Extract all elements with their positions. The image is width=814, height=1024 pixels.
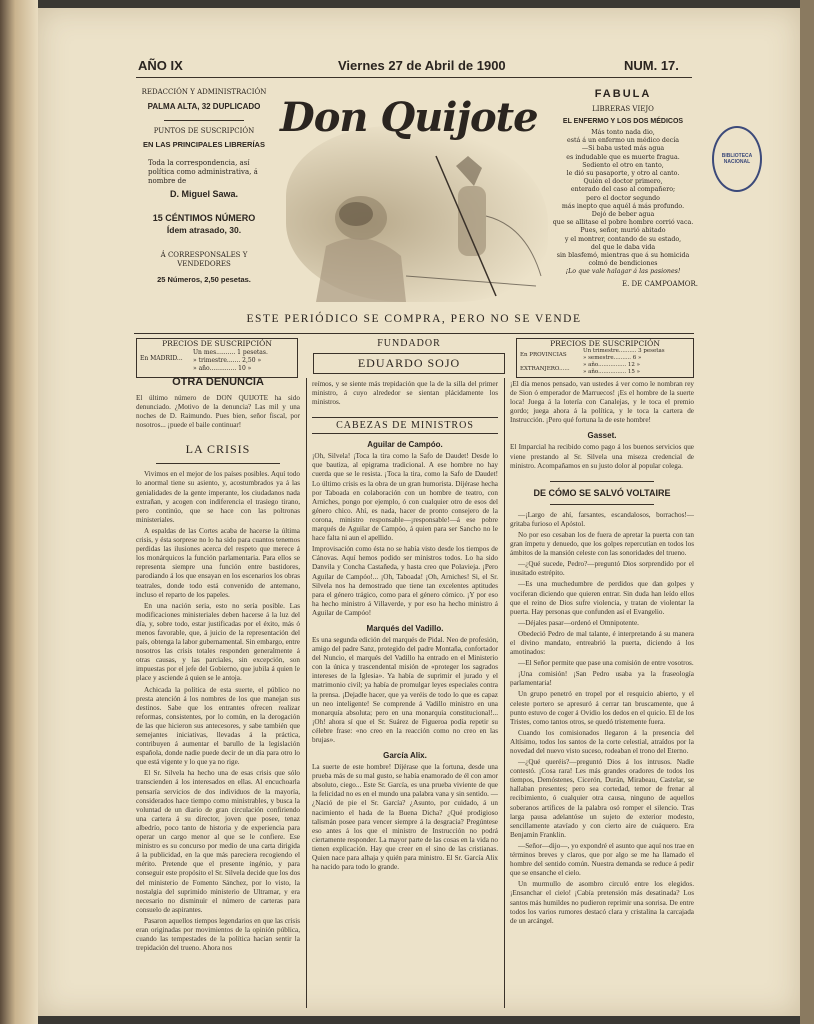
verse-line: colmó de bendiciones bbox=[588, 260, 658, 268]
col3-top-text: ¡El día menos pensado, van ustedes á ver como le nombran rey de Sion ó emperador de Marruecos! ¡Es el hombre de la suerte loca! Juega á la lotería con Canalejas, y le toca el premio gordo; juega ahora á la política, y le toca la cartera de Instrucción. ¡Pero qué fortuna la de este hombre! bbox=[510, 380, 694, 425]
voltaire-paragraph: Cuando los comisionados llegaron á la presencia del Altísimo, todos los santos de la corte celestial, atraídos por la novedad del nuevo visto suceso, rodeaban el trono del Eterno. bbox=[510, 728, 694, 755]
voltaire-rule-2 bbox=[550, 504, 654, 505]
subs-right-row: Un trimestre.......... 3 pesetas bbox=[583, 348, 665, 354]
subs-right-row: » semestre.......... 6 » bbox=[583, 355, 642, 361]
vadillo-heading: Marqués del Vadillo. bbox=[366, 623, 444, 633]
crisis-paragraph: A espaldas de las Cortes acaba de hacerse la última crisis, y ésta sorprese no lo ha sido para cuantos tenemos perdidas las ilusiones acerca del respeto que merece á los monárquicos la función parlamentaria. Para ellos se representa siempre una función entre bastidores, parodiando á los que ensayan en los escenarios los obras teatrales, donde todo está convenido de antemano, incluso el reparto de los papeles. bbox=[136, 526, 300, 599]
crisis-rule bbox=[156, 463, 280, 464]
admin-rule-1 bbox=[164, 120, 244, 121]
quixote-illustration bbox=[286, 126, 548, 302]
garcia-alix-text: La suerte de este hombre! Díjérase que la fortuna, desde una prueba más de su mal gusto, se había enamorado de él con amor absoluto, ciego... Este Sr. García, es una prueba viviente de que la felicidad no es en el mundo una palabra vana y sin sentido. —¿Nació de pie el Sr. García? ¿Asunto, por cuidado, á un nacimiento el hada de la Buena Dicha? ¿Qué prodigioso talismán posee para vencer siempre á la desgracia? Pregúntese eso antes á los que el ministro de Instrucción no podrá ciertamente responder. La mayor parte de las cosas en la vida no tienen explicación. Hay que creer en el sino de las cristianas. Quien nace para alhaja y quién para ministro. El Sr. García Alix ha nacido para todo lo grande. bbox=[312, 763, 498, 872]
back-issue-price: Ídem atrasado, 30. bbox=[166, 225, 242, 235]
subs-right-place-2: EXTRANJERO...... bbox=[520, 366, 570, 372]
column-rule-2 bbox=[504, 378, 505, 1008]
subs-left-title: PRECIOS DE SUSCRIPCIÓN bbox=[162, 339, 272, 348]
verse-line: es indudable que es muerte fragua. bbox=[566, 153, 680, 161]
fabula-heading: EL ENFERMO Y LOS DOS MÉDICOS bbox=[562, 118, 684, 125]
subs-right-row: » año................ 15 » bbox=[583, 369, 640, 375]
verse-line: le dió su pasaporte, y otro al canto. bbox=[566, 170, 680, 178]
subs-right-row: » año................ 12 » bbox=[583, 362, 640, 368]
masthead-logo: Don Quijote bbox=[280, 94, 538, 141]
crisis-title: LA CRISIS bbox=[185, 442, 251, 457]
admin-box bbox=[134, 88, 274, 284]
quixote-drawing bbox=[286, 126, 548, 302]
verse-line: Sediento el otro en tanto, bbox=[582, 161, 664, 169]
voltaire-paragraph: —¿Qué queréis?—preguntó Dios á los intrusos. Nadie contestó. ¡Cosa rara! Les más grandes oradores de todos los tiempos, Demóstenes, Cicerón, Durán, Mirabeau, Castelar, se hallaban presentes; pero sea cortedad, temor de frenar al recibimiento, ó cualquier otra causa, ninguno de aquellos soberanos artífices de la palabra osó romper el silencio. Tras larga pausa adelantóse un sujeto de exterior modesto, sencillamente atavíado y con cierto aire de cuáquero. Era Benjamín Franklin. bbox=[510, 758, 694, 839]
admin-label: REDACCIÓN Y ADMINISTRACIÓN bbox=[141, 88, 267, 96]
verse-line: —Si baba usted más agua bbox=[581, 145, 665, 153]
fabula-title: FABULA bbox=[594, 88, 652, 100]
vadillo-text: Es una segunda edición del marqués de Pidal. Neo de profesión, amigo del padre Sanz, protegido del padre Montaña, confortador del Nuncio, el marqués del Vadillo ha entrado en el Ministerio con la única y trascendental misión de «proteger los sagrados intereses de la Iglesia». Ya había de suprimir el jurado y el matrimonio civil; ya había de promulgar leyes especiales contra la prensa. ¡Dejadle hacer, que ya veréis de todo lo que es capaz un neo inteligente! Se comprende á Vadillo ministro en una monarquía absoluta; pero en una monarquía constitucional!... ¡Oh! ahora sí que el Sr. Suárez de Figueroa podía repetir su célebre frase: «no creo en la reacción como no creo en las brujas». bbox=[312, 635, 499, 744]
subs-left-rows bbox=[193, 349, 268, 373]
verse-line: ¡Lo que vale halagar á las pasiones! bbox=[565, 268, 681, 276]
subs-left-row: Un mes.......... 1 pesetas. bbox=[193, 349, 268, 356]
verse-line: Dejó de beber agua bbox=[591, 211, 655, 219]
correspondence-text: Toda la correspondencia, así política como administrativa, á nombre de bbox=[148, 159, 258, 185]
voltaire-rule bbox=[550, 481, 654, 482]
verse-line: más inepto que aquél á más profundo. bbox=[561, 202, 685, 210]
column-1 bbox=[136, 376, 300, 955]
fabula-author: E. DE CAMPOAMOR. bbox=[622, 279, 698, 288]
voltaire-paragraph: No por eso cesaban los de fuera de apretar la puerta con tan gran ímpetu y denuedo, que los golpes repercutían en todos los ámbitos de la mansión celeste con las sonoridades del trueno. bbox=[510, 530, 694, 558]
verse-line: Más tonto nada dio, bbox=[591, 129, 655, 136]
aguilar-heading: Aguilar de Campóo. bbox=[367, 440, 443, 450]
subs-left-row: » trimestre....... 2,50 » bbox=[193, 357, 262, 364]
column-rule-1 bbox=[306, 378, 307, 1008]
points-text: EN LAS PRINCIPALES LIBRERÍAS bbox=[143, 140, 265, 149]
verse-line: sin blasfemó, mientras que á su homicida bbox=[556, 252, 690, 260]
voltaire-paragraph: —¿Qué sucede, Pedro?—preguntó Dios sorprendido por el inusitado estrépito. bbox=[510, 560, 694, 578]
otra-denuncia-title: OTRA DENUNCIA bbox=[172, 376, 264, 388]
garcia-alix-heading: García Alix. bbox=[383, 751, 427, 761]
verse-line: pero el doctor segundo bbox=[586, 194, 660, 202]
verse-line: y el montrer, contando de su estado, bbox=[564, 235, 682, 243]
voltaire-paragraph: —Déjales pasar—ordenó el Omnipotente. bbox=[518, 618, 639, 627]
verse-line: Pues, señor, murió abitado bbox=[580, 227, 666, 235]
year-label: AÑO IX bbox=[138, 58, 183, 73]
admin-address: PALMA ALTA, 32 DUPLICADO bbox=[147, 102, 261, 111]
page-edge bbox=[800, 0, 814, 1024]
newspaper-page bbox=[38, 8, 800, 1016]
slogan: ESTE PERIÓDICO SE COMPRA, PERO NO SE VENDE bbox=[246, 313, 582, 325]
subs-right-place-1: En PROVINCIAS bbox=[520, 352, 567, 358]
aguilar-text-2: Improvisación como ésta no se había visto desde los tiempos de Cánovas. Aquí hemos podido ser ministros todos. Lo ha sido Danvila y Concha Castañeda, y hasta creo que Polavieja. ¡Pero Aguilar de Campóo!... ¡Oh, Taboada! ¡Oh, Arniches! Si, el Sr. Silvela nos ha demostrado que tiene tan excelentes aptitudes para el género trágico, como para el género cómico. ¡Y por eso ha hecho ministro á Villaverde, y por eso ha hecho ministro á Aguilar de Campóo! bbox=[312, 545, 498, 617]
voltaire-body bbox=[510, 511, 694, 926]
gasset-text: El Imparcial ha recibido como pago á los buenos servicios que viene prestando al Sr. Silvela una miseza credencial de ministro. Acompañamos en su justo dolor al popular colega. bbox=[510, 443, 694, 470]
subs-right-rows bbox=[583, 348, 665, 376]
subs-right-title: PRECIOS DE SUSCRIPCIÓN bbox=[550, 339, 660, 348]
crisis-paragraph: En una nación seria, esto no sería posible. Las modificaciones ministeriales deben hacerse á la luz del día, y, sobre todo, estar justificadas por el éxito, más ó menos favorable, que, á juicio de la representación del país, obtenga la labor gubernamental. Sin embargo, entre nosotros las crisis totales responden generalmente á otras causas, y las parciales, sin excepción, son impuestas por el jefe del Gobierno, que jubila á quien le place y asciende á quien se le antoja. bbox=[136, 601, 300, 683]
founder-box bbox=[304, 338, 514, 374]
masthead-rule bbox=[136, 77, 692, 78]
voltaire-paragraph: —El Señor permite que pase una comisión de entre vosotros. bbox=[518, 659, 694, 668]
founder-label: FUNDADOR bbox=[377, 338, 441, 349]
voltaire-title: DE CÓMO SE SALVÓ VOLTAIRE bbox=[533, 487, 671, 498]
verse-line: está á un enfermo un médico decía bbox=[567, 137, 679, 145]
aguilar-text: ¡Oh, Silvela! ¡Toca la tira como la Safo de Daudet! Desde lo que bautiza, al epigrama tradicional. A ese hombre no hay cuerda que se le resista. ¡Toca la tira, como la Safo de Daudet! Lo último crisis es la obra de un gran humorista. Díjérase hecha por Taboada en colaboración con un hombre de teatro, con Arniches, pongo por ejemplo, ó con cualquier otro de esos del género chico. Ahí, es nada, hacer de pronto consejero de la corona, ministro responsable—¡responsable!—á ese pobre marqués de Aguilar de Campóo, á quien para ser Sancho no le hace falta ni aun el apellido. bbox=[312, 452, 498, 543]
director-name: D. Miguel Sawa. bbox=[169, 189, 238, 199]
otra-denuncia-text: El último número de DON QUIJOTE ha sido denunciado. ¿Motivo de la denuncia? Las mil y una noches de D. Raimundo. Pues bien, señor fiscal, por nosotros... ¡puede el baile continuar! bbox=[136, 394, 300, 430]
fabula-box bbox=[548, 88, 698, 289]
bulk-price: 25 Números, 2,50 pesetas. bbox=[157, 275, 251, 284]
price-label: 15 CÉNTIMOS NÚMERO bbox=[152, 213, 256, 223]
crisis-paragraph: Pasaron aquellos tiempos legendarios en que las crisis eran originadas por movimientos de la opinión pública, cuando las tempestades de la política hacían sentir la trepidación del trueno. Ahora nos bbox=[136, 916, 300, 953]
verse-line: que se allitase el pobre hombre corrió vaca. bbox=[552, 219, 694, 227]
voltaire-paragraph: Un grupo penetró en tropel por el resquicio abierto, y el celeste portero se apresuró á cerrar tan bruscamente, que á punto estuvo de coger á Ovidio los dedos en el quicio. El de los Tristes, como tantos otros, se quedó tristemente fuera. bbox=[510, 690, 694, 726]
crisis-paragraph: El Sr. Silvela ha hecho una de esas crisis que sólo transcienden á los interesados en ellas. Al encuchoarla pensaría servicios de dos individuos de la mayoría, considerados hace tiempo como ministrables, y busca la voluntad de un diario de gran circulación confiriendo una cartera á su director, joven que posee, tenaz albedrío, poco tanto de historia y de experiencia para operar un cargo menor al que se le confiere. Ese ministro es su concurso por medio de una carta dirigida á la publicidad, en la que más pareciera recogiendo el mérito. Pretende que el presente ingénio, y para conseguir este propósito el Sr. Silvela decide que los dos del ministerio de Fomento Sánchez, por lo visto, la nostalgia del suprimido ministerio de Ultramar, y era necesario no disminuir el número de carteras para consuelo de aspirantes. bbox=[136, 769, 300, 914]
subs-left-box bbox=[136, 338, 298, 378]
slogan-rule bbox=[134, 333, 694, 334]
voltaire-paragraph: Un murmullo de asombro circuló entre los elegidos. ¡Ensanchar el cielo! ¡Cabía pretensión más desatinada? Los santos más humildes no pudieron reprimir una sonrisa. De entre todos los varios rumores destacó clara y cristalina la carcajada de un arcángel. bbox=[510, 880, 694, 925]
crisis-paragraph: Vivimos en el mejor de los países posibles. Aquí todo lo anormal tiene su asiento, y, acostumbrados ya á las genialidades de la gente imperante, los ciudadanos nada extrañan, y acogen con indiferencia el trasiego tirano, pero continúo, que se hace con las poltronas ministeriales. bbox=[136, 470, 300, 524]
date-label: Viernes 27 de Abril de 1900 bbox=[338, 58, 506, 73]
voltaire-paragraph: —Es una muchedumbre de perdidos que dan golpes y vociferan diciendo que quieren entrar. Sin duda han leído ellos que el reino de Dios sufre violencia, y tratan de violentar la puerta. Hay personas que confunden así el Evangelio. bbox=[510, 580, 694, 616]
subs-left-place: En MADRID... bbox=[140, 355, 183, 362]
column-2 bbox=[312, 380, 498, 872]
cabezas-title: CABEZAS DE MINISTROS bbox=[312, 417, 498, 434]
crisis-body bbox=[136, 470, 300, 953]
points-label: PUNTOS DE SUSCRIPCIÓN bbox=[153, 127, 255, 135]
col2-continued-text: reímos, y se siente más trepidación que la de la silla del primer ministro, á cuyo alrededor se sientan plácidamente los ministros. bbox=[312, 380, 498, 407]
agents-label: Á CORRESPONSALES Y VENDEDORES bbox=[160, 251, 248, 268]
voltaire-paragraph: Obedeció Pedro de mal talante, é interpretando á su manera el divino mandato, entreabrió la puerta, diciendo á los amotinados: bbox=[510, 629, 694, 657]
voltaire-paragraph: —¡Largo de ahí, farsantes, escandalosos, borrachos!—gritaba furioso el Apóstol. bbox=[510, 510, 694, 528]
verse-line: del que le daba vida bbox=[590, 243, 656, 251]
founder-name: EDUARDO SOJO bbox=[313, 353, 505, 374]
crisis-paragraph: Achicada la política de esta suerte, el público no presta atención á los nombres de los que manejan sus destinos. Sabe que los entrantes ofrecen realizar reformas, consistentes, por lo común, en la derogación de las que hicieron sus antecesores, y sabe también que semejantes iniciativas, llevadas á la práctica, contribuyen á aumentar el barullo de la legislación española, donde nadie puede decir de un día para otro lo que está vigente y lo que ya no rige. bbox=[136, 685, 300, 767]
book-spine bbox=[0, 0, 38, 1024]
fabula-subtitle: LIBRERAS VIEJO bbox=[592, 105, 654, 113]
voltaire-paragraph: —Señor—dijo—, yo expondré el asunto que aquí nos trae en términos breves y claros, que por algo se me ha llamado el hombre del sentido común. Nuestra demanda se reduce á pedir que se ensanche el cielo. bbox=[510, 841, 694, 878]
fabula-verses bbox=[548, 129, 698, 277]
verse-line: Quién el doctor primero, bbox=[583, 178, 663, 186]
subs-left-row: » año.............. 10 » bbox=[193, 365, 252, 372]
issue-number: NUM. 17. bbox=[624, 58, 679, 73]
subs-right-box bbox=[516, 338, 694, 378]
gasset-heading: Gasset. bbox=[587, 431, 617, 441]
library-stamp: BIBLIOTECA NACIONAL bbox=[712, 126, 762, 192]
column-3 bbox=[510, 380, 694, 928]
verse-line: enterado del caso al compañero; bbox=[570, 186, 676, 194]
voltaire-paragraph: ¡Una comisión! ¡San Pedro usaba ya la fraseología parlamentaria! bbox=[510, 670, 694, 688]
